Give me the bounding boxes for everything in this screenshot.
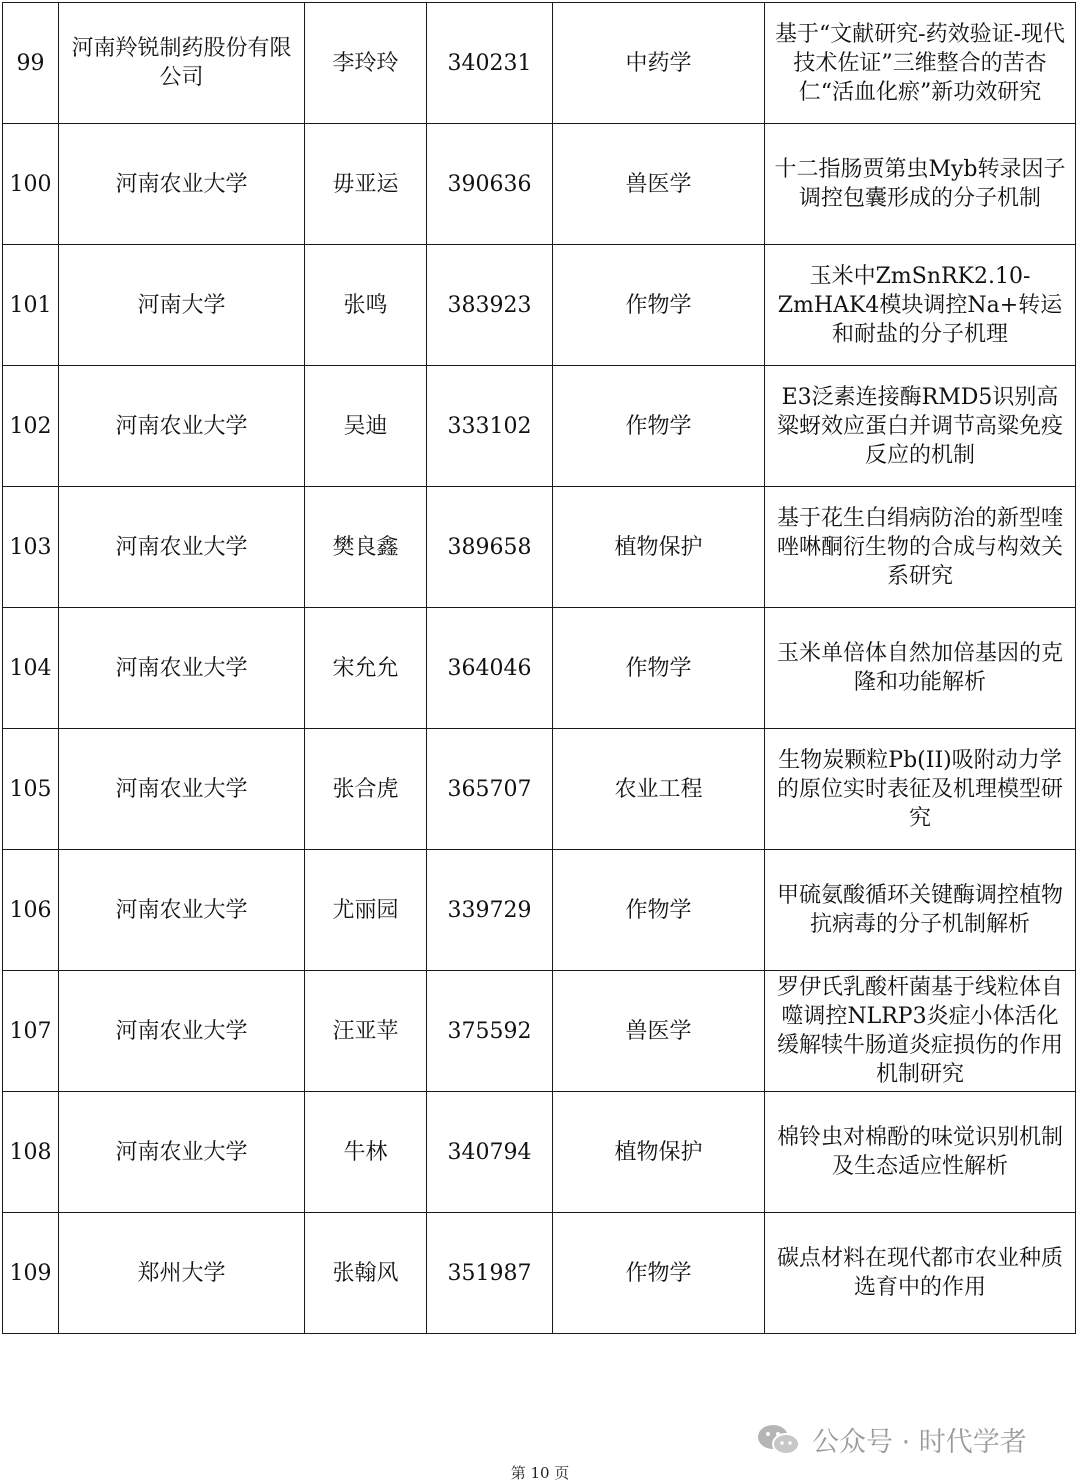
row-subject: 作物学 (553, 850, 765, 971)
row-applicant: 牛林 (305, 1092, 427, 1213)
row-topic: 甲硫氨酸循环关键酶调控植物抗病毒的分子机制解析 (765, 850, 1076, 971)
row-index: 102 (3, 366, 59, 487)
row-code: 389658 (427, 487, 553, 608)
row-index: 109 (3, 1213, 59, 1334)
row-organization: 河南农业大学 (59, 124, 305, 245)
row-index: 106 (3, 850, 59, 971)
row-code: 339729 (427, 850, 553, 971)
row-subject: 植物保护 (553, 1092, 765, 1213)
project-table (2, 2, 1076, 1334)
row-topic: 基于“文献研究-药效验证-现代技术佐证”三维整合的苦杏仁“活血化瘀”新功效研究 (765, 3, 1076, 124)
row-topic: 十二指肠贾第虫Myb转录因子调控包囊形成的分子机制 (765, 124, 1076, 245)
row-code: 340794 (427, 1092, 553, 1213)
row-subject: 作物学 (553, 245, 765, 366)
table-row (3, 971, 1076, 1092)
row-subject: 中药学 (553, 3, 765, 124)
row-organization: 河南农业大学 (59, 487, 305, 608)
row-organization: 河南农业大学 (59, 850, 305, 971)
row-subject: 兽医学 (553, 971, 765, 1092)
row-code: 364046 (427, 608, 553, 729)
row-topic: 棉铃虫对棉酚的味觉识别机制及生态适应性解析 (765, 1092, 1076, 1213)
row-organization: 河南农业大学 (59, 608, 305, 729)
row-applicant: 张合虎 (305, 729, 427, 850)
row-organization: 河南农业大学 (59, 1092, 305, 1213)
row-organization: 河南羚锐制药股份有限公司 (59, 3, 305, 124)
row-topic: E3泛素连接酶RMD5识别高粱蚜效应蛋白并调节高粱免疫反应的机制 (765, 366, 1076, 487)
row-applicant: 吴迪 (305, 366, 427, 487)
row-subject: 农业工程 (553, 729, 765, 850)
row-code: 333102 (427, 366, 553, 487)
row-subject: 作物学 (553, 1213, 765, 1334)
page-number: 第 10 页 (510, 1464, 570, 1482)
row-code: 351987 (427, 1213, 553, 1334)
row-topic: 生物炭颗粒Pb(II)吸附动力学的原位实时表征及机理模型研究 (765, 729, 1076, 850)
row-code: 390636 (427, 124, 553, 245)
row-index: 105 (3, 729, 59, 850)
row-applicant: 张鸣 (305, 245, 427, 366)
row-index: 104 (3, 608, 59, 729)
row-applicant: 樊良鑫 (305, 487, 427, 608)
row-code: 383923 (427, 245, 553, 366)
row-index: 99 (3, 3, 59, 124)
table-row (3, 245, 1076, 366)
row-organization: 河南农业大学 (59, 366, 305, 487)
table-row (3, 1092, 1076, 1213)
watermark (756, 1420, 1027, 1459)
table-row (3, 1213, 1076, 1334)
row-index: 108 (3, 1092, 59, 1213)
row-subject: 作物学 (553, 366, 765, 487)
row-topic: 罗伊氏乳酸杆菌基于线粒体自噬调控NLRP3炎症小体活化缓解犊牛肠道炎症损伤的作用机制研究 (765, 971, 1076, 1092)
row-topic: 玉米中ZmSnRK2.10-ZmHAK4模块调控Na+转运和耐盐的分子机理 (765, 245, 1076, 366)
table-row (3, 487, 1076, 608)
table-row (3, 850, 1076, 971)
row-index: 103 (3, 487, 59, 608)
table-row (3, 608, 1076, 729)
row-subject: 植物保护 (553, 487, 765, 608)
row-applicant: 李玲玲 (305, 3, 427, 124)
table-row (3, 124, 1076, 245)
row-organization: 郑州大学 (59, 1213, 305, 1334)
table-row (3, 3, 1076, 124)
row-topic: 玉米单倍体自然加倍基因的克隆和功能解析 (765, 608, 1076, 729)
row-index: 107 (3, 971, 59, 1092)
row-organization: 河南农业大学 (59, 729, 305, 850)
row-index: 101 (3, 245, 59, 366)
table-row (3, 366, 1076, 487)
row-code: 375592 (427, 971, 553, 1092)
row-code: 340231 (427, 3, 553, 124)
row-topic: 碳点材料在现代都市农业种质选育中的作用 (765, 1213, 1076, 1334)
watermark-text: 公众号 · 时代学者 (812, 1427, 1027, 1458)
table-body (3, 3, 1076, 1334)
row-subject: 兽医学 (553, 124, 765, 245)
row-applicant: 尤丽园 (305, 850, 427, 971)
row-organization: 河南农业大学 (59, 971, 305, 1092)
row-index: 100 (3, 124, 59, 245)
row-applicant: 张翰风 (305, 1213, 427, 1334)
row-organization: 河南大学 (59, 245, 305, 366)
table-row (3, 729, 1076, 850)
row-applicant: 毋亚运 (305, 124, 427, 245)
row-topic: 基于花生白绢病防治的新型喹唑啉酮衍生物的合成与构效关系研究 (765, 487, 1076, 608)
row-applicant: 汪亚苹 (305, 971, 427, 1092)
row-subject: 作物学 (553, 608, 765, 729)
row-applicant: 宋允允 (305, 608, 427, 729)
wechat-icon (756, 1422, 802, 1458)
row-code: 365707 (427, 729, 553, 850)
